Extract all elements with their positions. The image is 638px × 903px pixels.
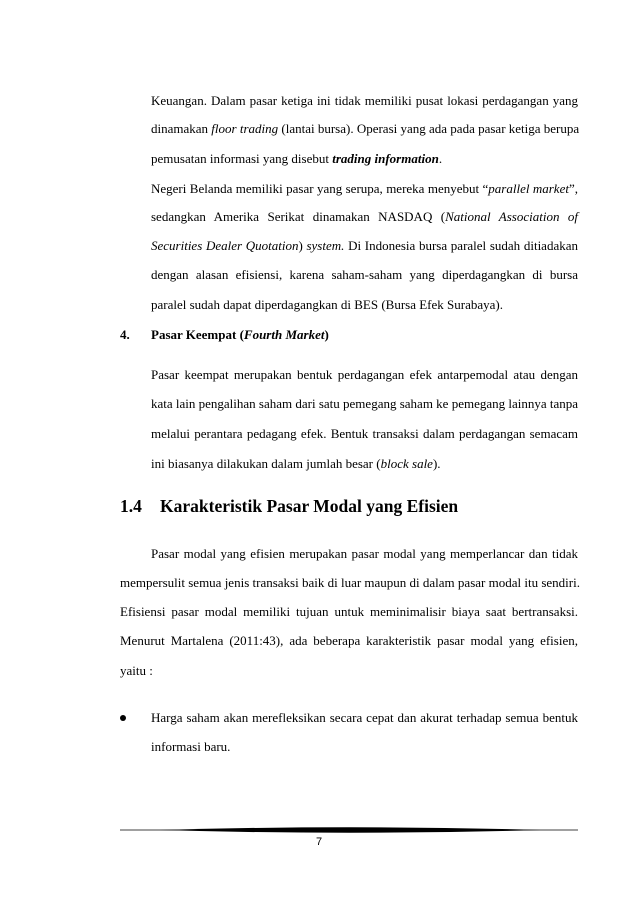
para2-line-2: mempersulit semua jenis transaksi baik di luar maupun di dalam pasar modal itu sendiri. (120, 575, 580, 590)
footer-divider (120, 826, 578, 834)
section4-title: Pasar Keempat (Fourth Market) (151, 327, 329, 342)
section4-line-2: kata lain pengalihan saham dari satu pemegang saham ke pemegang lainnya tanpa (151, 396, 579, 411)
term-nasdaq-name: National Association of (445, 209, 578, 224)
para1-line-5: sedangkan Amerika Serikat dinamakan NASDAQ (National Association of (151, 209, 578, 224)
section-heading (120, 494, 458, 518)
bullet-icon (118, 709, 130, 727)
section-heading-number: 1.4 (120, 496, 142, 516)
para2-line-5: yaitu : (120, 663, 153, 678)
para1-line-7: dengan alasan efisiensi, karena saham-saham yang diperdagangkan di bursa (151, 267, 578, 282)
para1-line-6: Securities Dealer Quotation) system. Di Indonesia bursa paralel sudah ditiadakan (151, 238, 578, 253)
list-number-4: 4. (120, 327, 130, 342)
para2-line-1: Pasar modal yang efisien merupakan pasar modal yang memperlancar dan tidak (151, 546, 578, 561)
section4-line-1: Pasar keempat merupakan bentuk perdagangan efek antarpemodal atau dengan (151, 367, 578, 382)
term-trading-information: trading information (332, 151, 439, 166)
term-floor-trading: floor trading (211, 121, 279, 136)
para2-line-3: Efisiensi pasar modal memiliki tujuan untuk meminimalisir biaya saat bertransaksi. (120, 604, 578, 619)
term-parallel-market: parallel market (488, 181, 569, 196)
section-heading-title: Karakteristik Pasar Modal yang Efisien (160, 496, 459, 516)
page-number: 7 (315, 836, 323, 848)
para1-line-2: dinamakan floor trading (lantai bursa). Operasi yang ada pada pasar ketiga berupa (151, 121, 580, 136)
para1-line-4: Negeri Belanda memiliki pasar yang serupa, mereka menyebut “parallel market”, (151, 181, 578, 196)
section4-line-3: melalui perantara pedagang efek. Bentuk transaksi dalam perdagangan semacam (151, 426, 578, 441)
para1-line-3: pemusatan informasi yang disebut trading information. (151, 151, 443, 166)
bullet-line-2: informasi baru. (151, 739, 231, 754)
para1-line-1: Keuangan. Dalam pasar ketiga ini tidak memiliki pusat lokasi perdagangan yang (151, 93, 578, 108)
section4-line-4: ini biasanya dilakukan dalam jumlah besar (block sale). (151, 456, 441, 471)
bullet-line-1: Harga saham akan merefleksikan secara cepat dan akurat terhadap semua bentuk (151, 710, 578, 725)
para1-line-8: paralel sudah dapat diperdagangkan di BES (Bursa Efek Surabaya). (151, 297, 503, 312)
para2-line-4: Menurut Martalena (2011:43), ada beberapa karakteristik pasar modal yang efisien, (120, 633, 578, 648)
term-block-sale: block sale (380, 456, 433, 471)
